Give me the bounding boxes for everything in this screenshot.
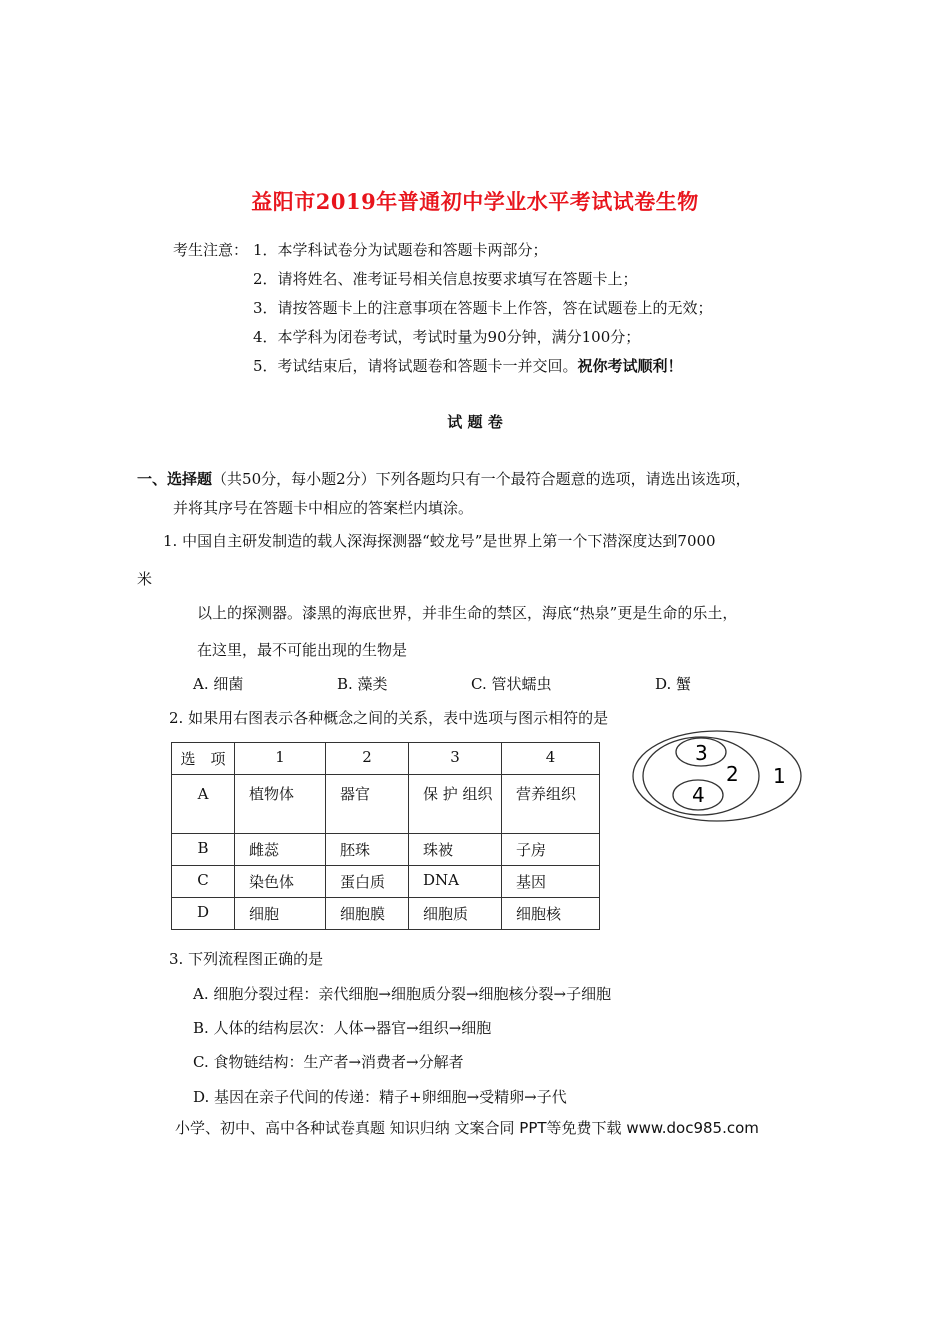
table-cell: DNA bbox=[409, 866, 502, 898]
notice-item-1: 1．本学科试卷分为试题卷和答题卡两部分； bbox=[253, 241, 548, 259]
q3-stem: 3. 下列流程图正确的是 bbox=[169, 950, 324, 968]
table-cell: 细胞质 bbox=[409, 898, 502, 930]
diagram-label-4: 4 bbox=[692, 783, 705, 807]
q1-line3: 在这里，最不可能出现的生物是 bbox=[197, 641, 408, 659]
concept-diagram bbox=[630, 728, 805, 828]
q3-option-b: B. 人体的结构层次：人体→器官→组织→细胞 bbox=[193, 1019, 492, 1037]
table-cell: 基因 bbox=[502, 866, 600, 898]
table-cell: 保 护 组织 bbox=[409, 775, 502, 834]
part1-name: 选择题 bbox=[167, 470, 213, 488]
good-luck-text: 祝你考试顺利！ bbox=[577, 357, 683, 375]
table-cell: 细胞 bbox=[235, 898, 326, 930]
q1-line2: 以上的探测器。漆黑的海底世界，并非生命的禁区，海底“热泉”更是生命的乐土， bbox=[197, 604, 738, 622]
q1-option-a: A. 细菌 bbox=[193, 675, 244, 693]
part1-number: 一、 bbox=[137, 470, 168, 488]
diagram-label-2: 2 bbox=[726, 762, 739, 786]
part1-intro-2: 并将其序号在答题卡中相应的答案栏内填涂。 bbox=[173, 499, 474, 517]
notice-item-5-text: 5．考试结束后，请将试题卷和答题卡一并交回。 bbox=[253, 357, 578, 375]
table-cell: A bbox=[172, 775, 235, 834]
table-row bbox=[172, 775, 600, 834]
table-header-row bbox=[172, 743, 600, 775]
table-cell: 胚珠 bbox=[326, 834, 409, 866]
table-row bbox=[172, 898, 600, 930]
table-cell: C bbox=[172, 866, 235, 898]
q3-option-c: C. 食物链结构：生产者→消费者→分解者 bbox=[193, 1053, 464, 1071]
page-title: 益阳市2019年普通初中学业水平考试试卷生物 bbox=[251, 189, 699, 214]
notice-label: 考生注意： bbox=[173, 241, 249, 259]
section-heading: 试 题 卷 bbox=[447, 413, 503, 431]
table-row bbox=[172, 834, 600, 866]
q1-option-b: B. 藻类 bbox=[337, 675, 388, 693]
q1-line1b: 米 bbox=[137, 570, 153, 588]
table-cell: 植物体 bbox=[235, 775, 326, 834]
table-cell: 器官 bbox=[326, 775, 409, 834]
diagram-label-1: 1 bbox=[773, 764, 786, 788]
table-header: 4 bbox=[502, 743, 600, 775]
table-header: 选 项 bbox=[172, 743, 235, 775]
table-cell: 珠被 bbox=[409, 834, 502, 866]
q2-stem: 2. 如果用右图表示各种概念之间的关系，表中选项与图示相符的是 bbox=[169, 709, 609, 727]
table-cell: 染色体 bbox=[235, 866, 326, 898]
q1-option-c: C. 管状蠕虫 bbox=[471, 675, 552, 693]
table-cell: 营养组织 bbox=[502, 775, 600, 834]
table-cell: B bbox=[172, 834, 235, 866]
table-cell: D bbox=[172, 898, 235, 930]
q3-option-d: D. 基因在亲子代间的传递：精子+卵细胞→受精卵→子代 bbox=[193, 1088, 567, 1106]
table-header: 2 bbox=[326, 743, 409, 775]
q1-option-d: D. 蟹 bbox=[655, 675, 692, 693]
notice-item-3: 3．请按答题卡上的注意事项在答题卡上作答，答在试题卷上的无效； bbox=[253, 299, 713, 317]
part1-intro-text: （共50分，每小题2分）下列各题均只有一个最符合题意的选项，请选出该选项， bbox=[212, 470, 751, 488]
notice-item-4: 4．本学科为闭卷考试，考试时量为90分钟，满分100分； bbox=[253, 328, 641, 346]
diagram-label-3: 3 bbox=[695, 741, 708, 765]
q3-option-a: A. 细胞分裂过程：亲代细胞→细胞质分裂→细胞核分裂→子细胞 bbox=[193, 985, 612, 1003]
q2-options-table bbox=[171, 742, 600, 930]
footer-text: 小学、初中、高中各种试卷真题 知识归纳 文案合同 PPT等免费下载 www.doc985.com bbox=[175, 1119, 759, 1137]
table-cell: 细胞膜 bbox=[326, 898, 409, 930]
table-header: 3 bbox=[409, 743, 502, 775]
notice-item-5 bbox=[253, 355, 683, 376]
table-cell: 蛋白质 bbox=[326, 866, 409, 898]
table-header: 1 bbox=[235, 743, 326, 775]
notice-item-2: 2．请将姓名、准考证号相关信息按要求填写在答题卡上； bbox=[253, 270, 638, 288]
table-cell: 雌蕊 bbox=[235, 834, 326, 866]
table-cell: 子房 bbox=[502, 834, 600, 866]
table-row bbox=[172, 866, 600, 898]
q1-line1: 1. 中国自主研发制造的载人深海探测器“蛟龙号”是世界上第一个下潜深度达到7000 bbox=[163, 532, 716, 550]
table-cell: 细胞核 bbox=[502, 898, 600, 930]
part1-intro bbox=[137, 468, 751, 489]
